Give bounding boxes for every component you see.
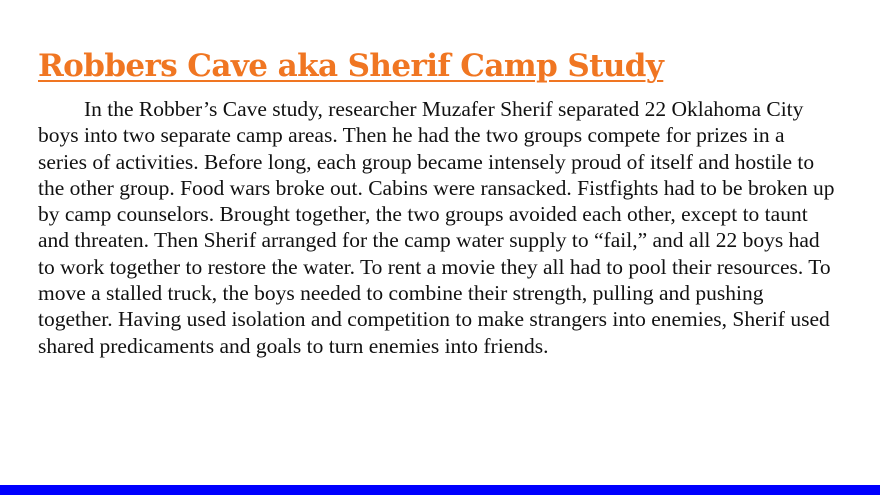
slide-body-paragraph: In the Robber’s Cave study, researcher Muzafer Sherif separated 22 Oklahoma City boys into two separate camp areas. Then he had the two groups compete for prizes in a series of activities. Before long, each group became intensely proud of itself and hostile to the other group. Food wars broke out. Cabins were ransacked. Fistfights had to be broken up by camp counselors. Brought together, the two groups avoided each other, except to taunt and threaten. Then Sherif arranged for the camp water supply to “fail,” and all 22 boys had to work together to restore the water. To rent a movie they all had to pool their resources. To move a stalled truck, the boys needed to combine their strength, pulling and pushing together. Having used isolation and competition to make strangers into enemies, Sherif used shared predicaments and goals to turn enemies into friends. — [38, 97, 835, 358]
footer-accent-bar — [0, 485, 880, 495]
slide-title: Robbers Cave aka Sherif Camp Study — [38, 48, 664, 84]
